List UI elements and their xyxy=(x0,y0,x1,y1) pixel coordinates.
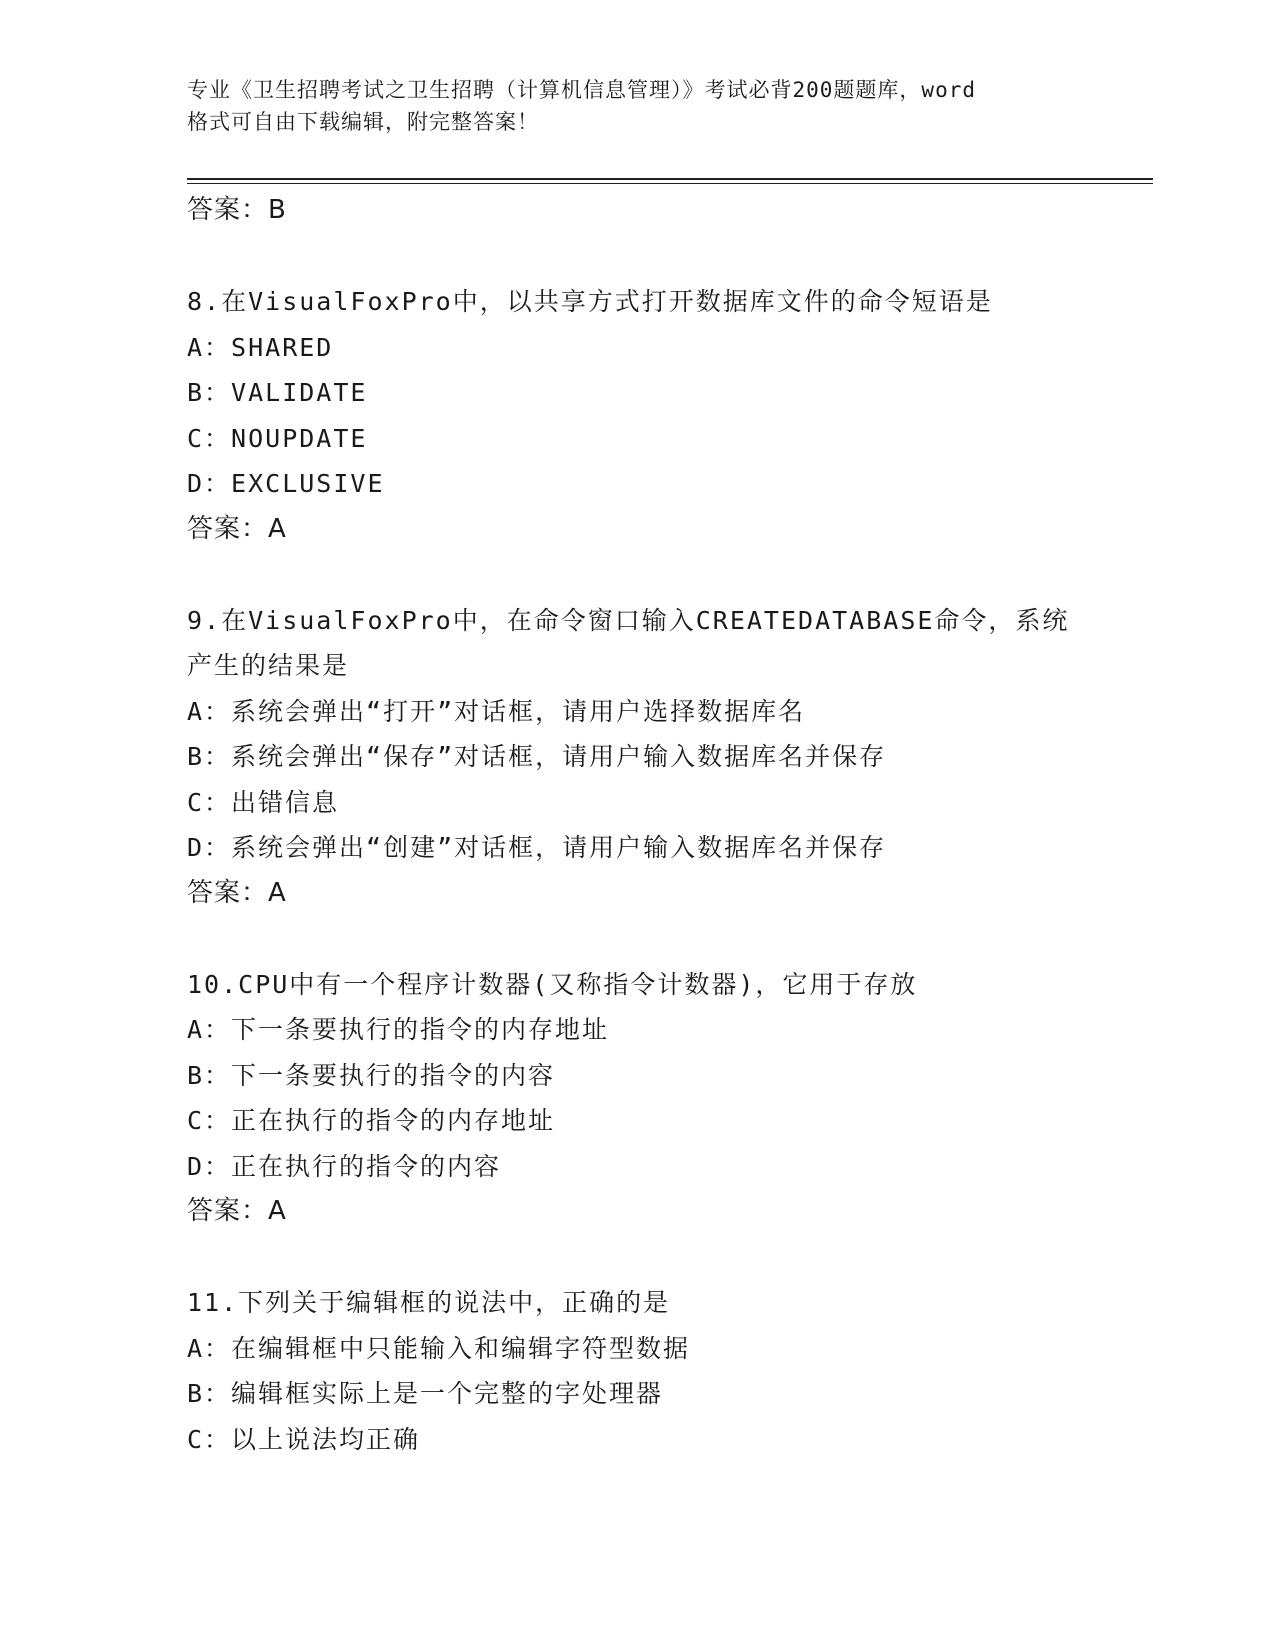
option-a: A：在编辑框中只能输入和编辑字符型数据 xyxy=(187,1333,691,1363)
header-divider-thin xyxy=(187,183,1153,184)
option-b: B：下一条要执行的指令的内容 xyxy=(187,1060,556,1090)
question-10 xyxy=(187,962,1087,1235)
option-b: B：系统会弹出“保存”对话框，请用户输入数据库名并保存 xyxy=(187,742,887,771)
spacer xyxy=(187,234,1087,280)
option-b: B：编辑框实际上是一个完整的字处理器 xyxy=(187,1379,664,1408)
option-a: A：SHARED xyxy=(187,332,334,362)
previous-answer: 答案：B xyxy=(187,195,287,225)
question-stem-continued: 产生的结果是 xyxy=(187,651,350,680)
option-c: C：以上说法均正确 xyxy=(187,1424,421,1454)
answer: 答案：A xyxy=(187,513,287,544)
question-stem: 8.在VisualFoxPro中，以共享方式打开数据库文件的命令短语是 xyxy=(187,287,993,316)
option-c: C：出错信息 xyxy=(187,787,340,817)
question-9 xyxy=(187,598,1087,917)
answer: 答案：A xyxy=(187,877,287,908)
option-a: A：下一条要执行的指令的内存地址 xyxy=(187,1015,610,1044)
document-header xyxy=(187,74,1117,138)
option-d: D：EXCLUSIVE xyxy=(187,469,385,498)
option-a: A：系统会弹出“打开”对话框，请用户选择数据库名 xyxy=(187,696,806,726)
option-c: C：正在执行的指令的内存地址 xyxy=(187,1106,556,1135)
spacer xyxy=(187,916,1087,962)
question-list xyxy=(187,188,1087,1462)
question-stem: 9.在VisualFoxPro中，在命令窗口输入CREATEDATABASE命令，系统 xyxy=(187,605,1070,635)
question-stem: 11.下列关于编辑框的说法中，正确的是 xyxy=(187,1288,671,1317)
option-d: D：系统会弹出“创建”对话框，请用户输入数据库名并保存 xyxy=(187,833,887,862)
header-divider xyxy=(187,178,1153,180)
header-line-2: 格式可自由下载编辑，附完整答案！ xyxy=(187,110,539,134)
header-line-1: 专业《卫生招聘考试之卫生招聘（计算机信息管理）》考试必背200题题库，word xyxy=(187,78,976,102)
option-c: C：NOUPDATE xyxy=(187,423,368,453)
question-stem: 10.CPU中有一个程序计数器(又称指令计数器)，它用于存放 xyxy=(187,969,918,999)
option-d: D：正在执行的指令的内容 xyxy=(187,1151,502,1181)
option-b: B：VALIDATE xyxy=(187,378,368,407)
question-11 xyxy=(187,1280,1087,1462)
question-8 xyxy=(187,279,1087,552)
spacer xyxy=(187,552,1087,598)
spacer xyxy=(187,1235,1087,1281)
answer: 答案：A xyxy=(187,1196,287,1226)
